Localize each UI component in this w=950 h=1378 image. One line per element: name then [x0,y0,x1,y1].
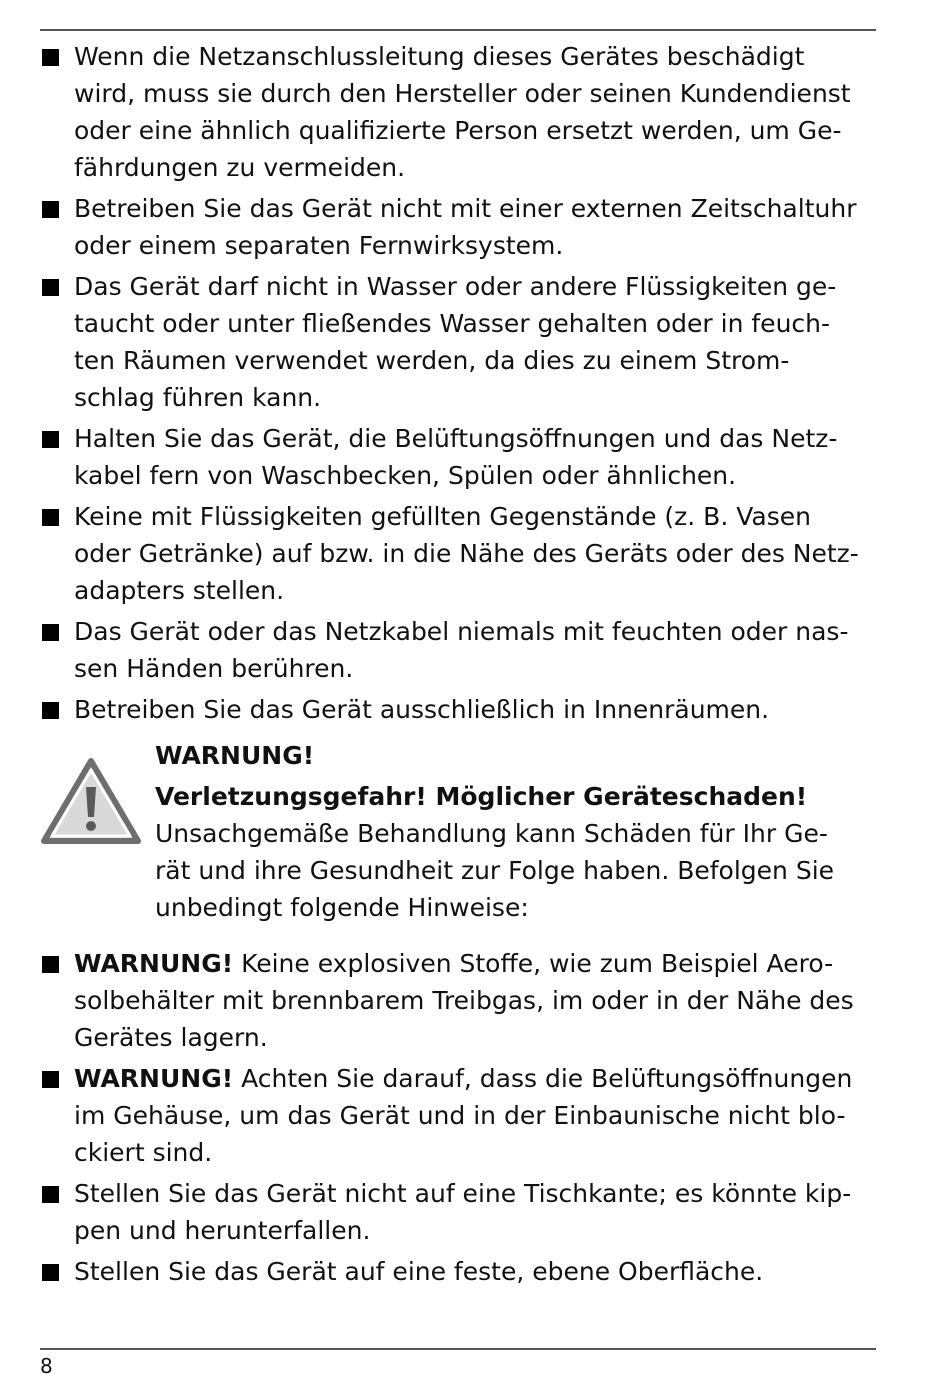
bullet-square-icon [42,1264,59,1281]
bullet-square-icon [42,431,59,448]
warning-text [155,737,834,926]
bullet-square-icon [42,624,59,641]
warning-body-line: Unsachgemäße Behandlung kann Schäden für Ihr Ge- [155,819,828,848]
list-item: Keine mit Flüssigkeiten gefüllten Gegenstände (z. B. Vasen oder Getränke) auf bzw. in die Nähe des Geräts oder des Netz- adapters stellen. [40,498,880,609]
bullet-square-icon [42,279,59,296]
list-item: Stellen Sie das Gerät nicht auf eine Tischkante; es könnte kip- pen und herunterfallen. [40,1175,880,1249]
safety-list-top [40,38,880,728]
warning-block [40,737,880,941]
list-item: Stellen Sie das Gerät auf eine feste, ebene Oberfläche. [40,1253,880,1290]
bullet-square-icon [42,49,59,66]
bullet-square-icon [42,1071,59,1088]
list-item: Betreiben Sie das Gerät ausschließlich in Innenräumen. [40,691,880,728]
list-item: Das Gerät oder das Netzkabel niemals mit feuchten oder nas- sen Händen berühren. [40,613,880,687]
bullet-square-icon [42,956,59,973]
bullet-square-icon [42,509,59,526]
warning-title: WARNUNG! [155,741,315,770]
list-item: Betreiben Sie das Gerät nicht mit einer externen Zeitschaltuhr oder einem separaten Fernwirksystem. [40,190,880,264]
bullet-square-icon [42,201,59,218]
page-content [40,38,880,1294]
bullet-square-icon [42,1186,59,1203]
top-rule [40,29,876,31]
bottom-rule [40,1348,876,1350]
warning-subtitle: Verletzungsgefahr! Möglicher Geräteschaden! [155,782,808,811]
safety-list-bottom [40,945,880,1290]
warning-triangle-icon [40,757,142,847]
list-item: WARNUNG! Keine explosiven Stoffe, wie zum Beispiel Aero- solbehälter mit brennbarem Treibgas, im oder in der Nähe des Gerätes lagern. [40,945,880,1056]
warning-body-line: unbedingt folgende Hinweise: [155,893,529,922]
warning-body-line: rät und ihre Gesundheit zur Folge haben. Befolgen Sie [155,856,835,885]
list-item: Das Gerät darf nicht in Wasser oder andere Flüssigkeiten ge- taucht oder unter fließendes Wasser gehalten oder in feuch- ten Räumen verwendet werden, da dies zu einem Strom- schlag führen kann. [40,268,880,416]
list-item: Wenn die Netzanschlussleitung dieses Gerätes beschädigt wird, muss sie durch den Hersteller oder seinen Kundendienst oder eine ähnlich qualifizierte Person ersetzt werden, um Ge- fährdungen zu vermeiden. [40,38,880,186]
warning-label: WARNUNG! [74,1064,234,1093]
bullet-square-icon [42,702,59,719]
warning-label: WARNUNG! [74,949,234,978]
list-item: WARNUNG! Achten Sie darauf, dass die Belüftungsöffnungen im Gehäuse, um das Gerät und in der Einbaunische nicht blo- ckiert sind. [40,1060,880,1171]
list-item: Halten Sie das Gerät, die Belüftungsöffnungen und das Netz- kabel fern von Waschbecken, Spülen oder ähnlichen. [40,420,880,494]
page-number: 8 [40,1354,53,1378]
